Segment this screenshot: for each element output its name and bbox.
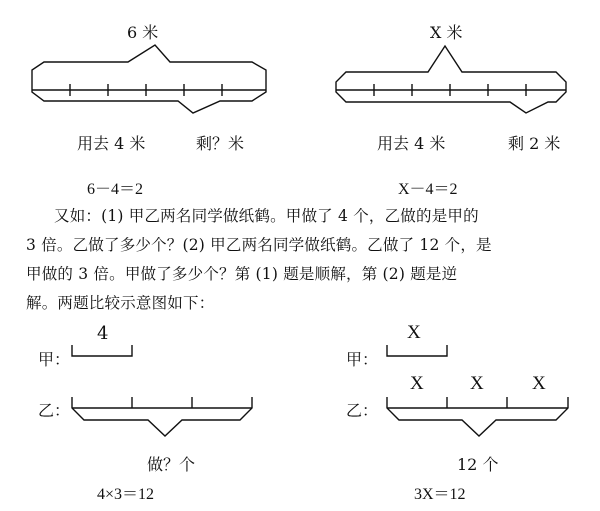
paragraph-line: 3 倍。乙做了多少个？(2) 甲乙两名同学做纸鹤。乙做了 12 个，是 [26,236,492,254]
bottom-left-jia-bracket [72,345,132,356]
top-left-total-label: 6 米 [127,23,159,42]
bottom-right-equation: 3X＝12 [414,486,466,503]
bottom-left-equation: 4×3＝12 [97,486,155,503]
body-paragraph [26,202,592,318]
top-left-used-label: 用去 4 米 [77,134,146,153]
bottom-left-yi-result: 做？个 [147,455,196,474]
top-left-remain-label: 剩？米 [196,134,245,153]
top-right-equation: X－4＝2 [398,181,458,198]
paragraph-line: 又如：(1) 甲乙两名同学做纸鹤。甲做了 4 个，乙做的是甲的 [54,207,479,225]
bottom-left-yi-label: 乙： [38,401,71,420]
top-left-equation: 6－4＝2 [87,181,144,198]
bottom-right-jia-label: 甲： [346,350,379,369]
bottom-left-jia-value: 4 [97,323,109,344]
bottom-right-yi-outline [387,397,568,436]
bottom-right-segment-label: X [532,373,546,394]
bottom-right-jia-bracket [387,345,447,356]
top-left-bar-outline [32,45,266,113]
top-right-bar-outline [336,46,566,113]
bottom-right-yi-total: 12 个 [457,455,499,474]
top-right-used-label: 用去 4 米 [377,134,446,153]
bottom-left-jia-label: 甲： [38,350,71,369]
bottom-right-jia-value: X [407,322,421,343]
paragraph-line: 甲做的 3 倍。甲做了多少个？第 (1) 题是顺解，第 (2) 题是逆 [26,265,458,283]
bottom-right-segment-label: X [470,373,484,394]
bottom-right-segment-label: X [410,373,424,394]
bottom-right-yi-label: 乙： [346,401,379,420]
top-right-remain-label: 剩 2 米 [508,134,561,153]
paragraph-line: 解。两题比较示意图如下： [26,294,215,312]
top-right-total-label: X 米 [430,23,463,42]
bottom-left-yi-outline [72,397,252,436]
